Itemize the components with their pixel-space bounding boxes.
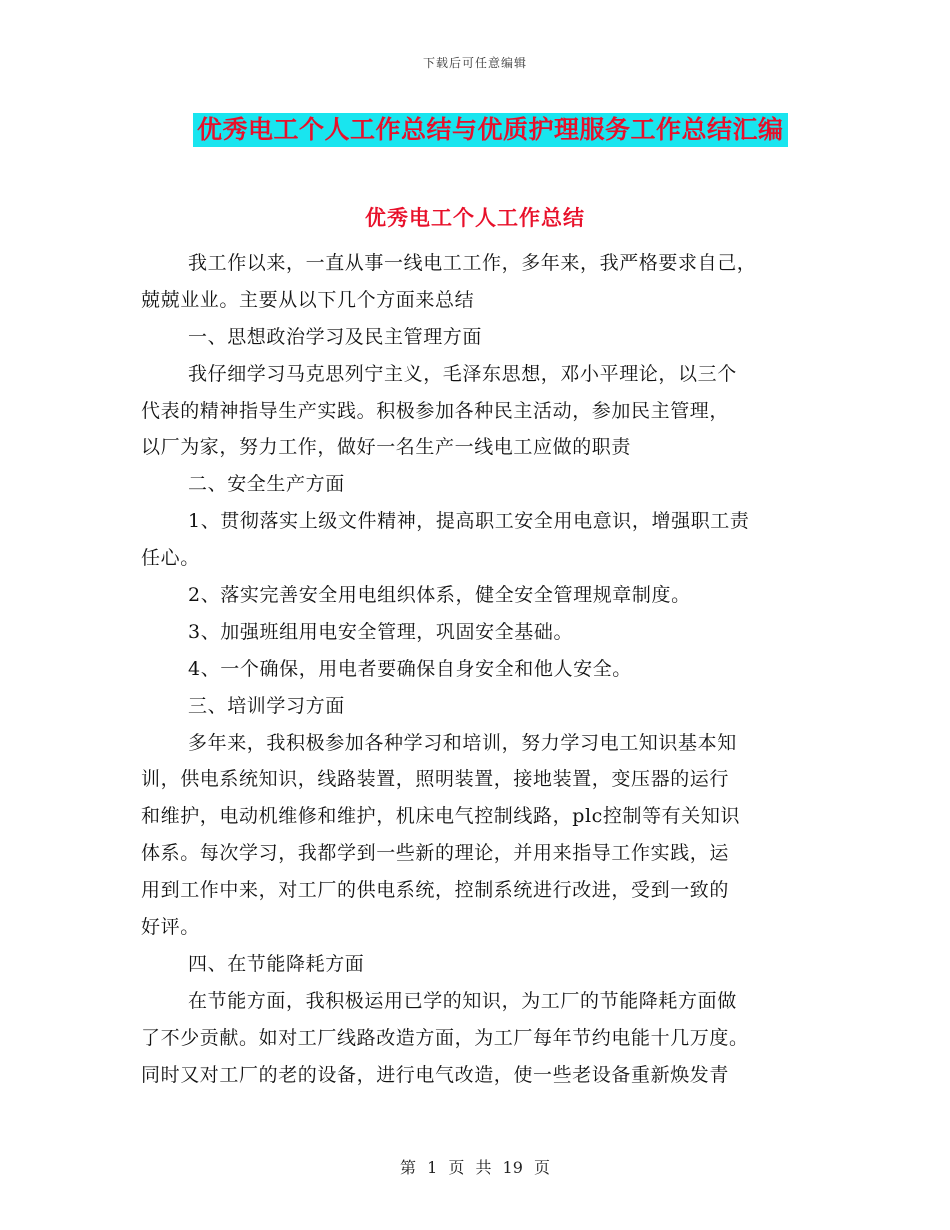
paragraph-line: 体系。每次学习，我都学到一些新的理论，并用来指导工作实践，运 (141, 842, 730, 865)
body-text (141, 245, 809, 1093)
header-note: 下载后可任意编辑 (422, 56, 527, 70)
paragraph-line: 同时又对工厂的老的设备，进行电气改造，使一些老设备重新焕发青 (141, 1063, 730, 1086)
paragraph-line: 了不少贡献。如对工厂线路改造方面，为工厂每年节约电能十几万度。 (141, 1026, 749, 1049)
paragraph-line: 兢兢业业。主要从以下几个方面来总结 (141, 288, 475, 311)
paragraph-line: 我仔细学习马克思列宁主义，毛泽东思想，邓小平理论，以三个 (188, 362, 737, 385)
section-heading: 三、培训学习方面 (188, 694, 345, 717)
section-title: 优秀电工个人工作总结 (365, 206, 585, 230)
list-item: 3、加强班组用电安全管理，巩固安全基础。 (188, 620, 574, 643)
paragraph-line: 好评。 (141, 916, 200, 939)
paragraph-line: 以厂为家，努力工作，做好一名生产一线电工应做的职责 (141, 436, 632, 459)
section-heading: 一、思想政治学习及民主管理方面 (188, 325, 483, 348)
document-title: 优秀电工个人工作总结与优质护理服务工作总结汇编 (193, 113, 788, 147)
paragraph-line: 代表的精神指导生产实践。积极参加各种民主活动，参加民主管理， (141, 399, 730, 422)
paragraph-line: 在节能方面，我积极运用已学的知识，为工厂的节能降耗方面做 (188, 989, 737, 1012)
list-item: 1、贯彻落实上级文件精神，提高职工安全用电意识，增强职工责 (188, 510, 750, 533)
paragraph-line: 训，供电系统知识，线路装置，照明装置，接地装置，变压器的运行 (141, 768, 730, 791)
paragraph-line: 我工作以来，一直从事一线电工工作，多年来，我严格要求自己， (188, 252, 757, 274)
list-item: 4、一个确保，用电者要确保自身安全和他人安全。 (188, 657, 632, 680)
paragraph-line: 用到工作中来，对工厂的供电系统，控制系统进行改进，受到一致的 (141, 879, 730, 902)
page-footer: 第 1 页 共 19 页 (400, 1158, 550, 1177)
section-heading: 四、在节能降耗方面 (188, 952, 365, 975)
paragraph-line: 和维护，电动机维修和维护，机床电气控制线路，plc控制等有关知识 (141, 805, 741, 828)
paragraph-line: 多年来，我积极参加各种学习和培训，努力学习电工知识基本知 (188, 731, 737, 754)
list-item-continuation: 任心。 (141, 547, 200, 570)
list-item: 2、落实完善安全用电组织体系，健全安全管理规章制度。 (188, 584, 691, 607)
section-heading: 二、安全生产方面 (188, 473, 345, 496)
